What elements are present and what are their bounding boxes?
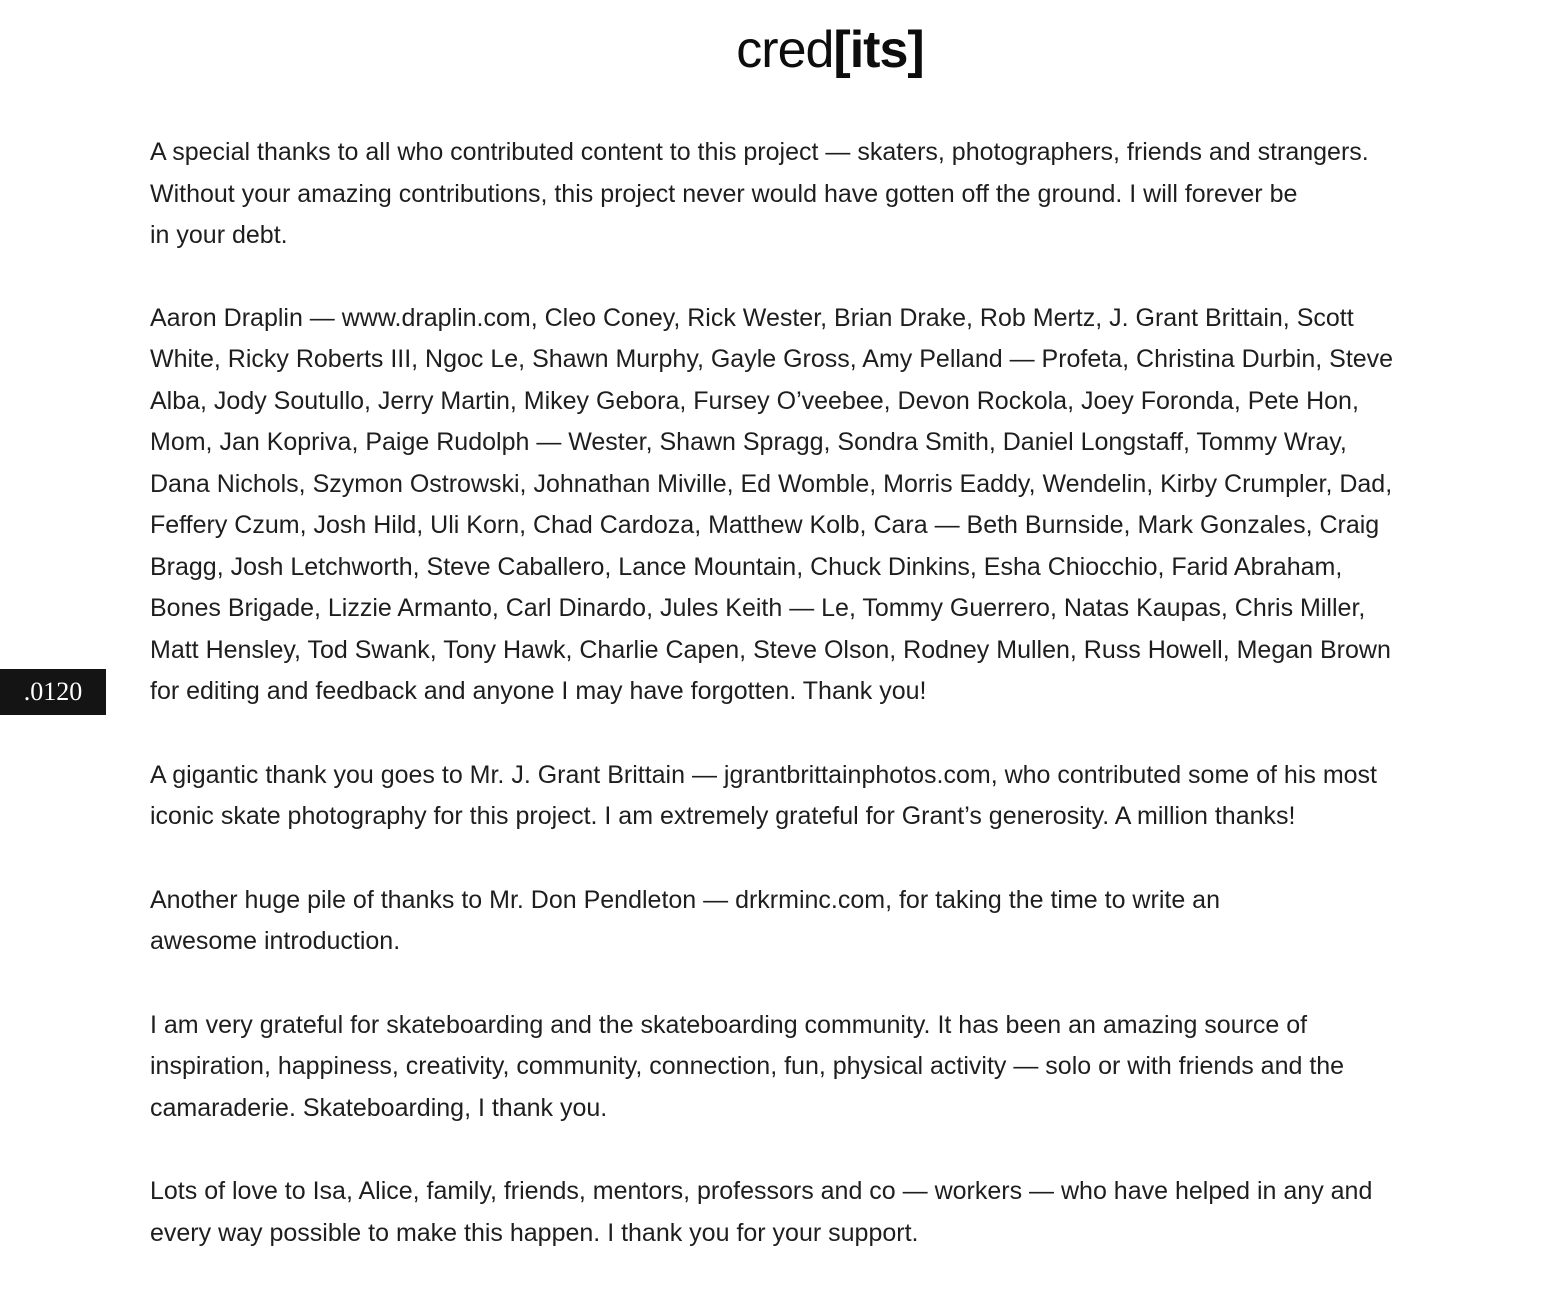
text-line: camaraderie. Skateboarding, I thank you. [150, 1093, 608, 1122]
text-line: Matt Hensley, Tod Swank, Tony Hawk, Charlie Capen, Steve Olson, Rodney Mullen, Russ Howell, Megan Brown [150, 635, 1391, 664]
page-number-badge: .0120 [0, 669, 106, 715]
text-line: I am very grateful for skateboarding and the skateboarding community. It has been an amazing source of [150, 1010, 1308, 1039]
skateboarding-paragraph [150, 1005, 1510, 1130]
text-line: Feffery Czum, Josh Hild, Uli Korn, Chad Cardoza, Matthew Kolb, Cara — Beth Burnside, Mark Gonzales, Craig [150, 511, 1380, 539]
text-line: Mom, Jan Kopriva, Paige Rudolph — Wester, Shawn Spragg, Sondra Smith, Daniel Longstaff, Tommy Wray, [150, 428, 1347, 456]
text-line: awesome introduction. [150, 927, 401, 955]
page-title [0, 18, 1560, 82]
text-line: every way possible to make this happen. I thank you for your support. [150, 1218, 919, 1247]
credits-body [150, 132, 1510, 1254]
text-line: White, Ricky Roberts III, Ngoc Le, Shawn Murphy, Gayle Gross, Amy Pelland — Profeta, Christina Durbin, Steve [150, 345, 1394, 373]
text-line: iconic skate photography for this project. I am extremely grateful for Grant’s generosity. A million thanks! [150, 802, 1296, 830]
text-line: Another huge pile of thanks to Mr. Don Pendleton — drkrminc.com, for taking the time to write an [150, 885, 1220, 914]
text-line: A gigantic thank you goes to Mr. J. Grant Brittain — jgrantbrittainphotos.com, who contributed some of his most [150, 760, 1377, 789]
title-bold: [its] [833, 21, 924, 79]
title-light: cred [736, 21, 834, 79]
text-line: Aaron Draplin — www.draplin.com, Cleo Coney, Rick Wester, Brian Drake, Rob Mertz, J. Grant Brittain, Scott [150, 303, 1354, 332]
text-line: Without your amazing contributions, this project never would have gotten off the ground. I will forever be [150, 179, 1298, 208]
text-line: Bragg, Josh Letchworth, Steve Caballero, Lance Mountain, Chuck Dinkins, Esha Chiocchio, Farid Abraham, [150, 552, 1343, 581]
don-paragraph [150, 880, 1510, 963]
grant-paragraph [150, 755, 1510, 838]
love-paragraph [150, 1171, 1510, 1254]
text-line: Lots of love to Isa, Alice, family, friends, mentors, professors and co — workers — who have helped in any and [150, 1177, 1373, 1205]
text-line: in your debt. [150, 221, 288, 249]
text-line: Alba, Jody Soutullo, Jerry Martin, Mikey Gebora, Fursey O’veebee, Devon Rockola, Joey Foronda, Pete Hon, [150, 386, 1359, 415]
text-line: Dana Nichols, Szymon Ostrowski, Johnathan Miville, Ed Womble, Morris Eaddy, Wendelin, Kirby Crumpler, Dad, [150, 469, 1393, 498]
text-line: Bones Brigade, Lizzie Armanto, Carl Dinardo, Jules Keith — Le, Tommy Guerrero, Natas Kaupas, Chris Miller, [150, 594, 1366, 622]
text-line: for editing and feedback and anyone I may have forgotten. Thank you! [150, 677, 927, 705]
intro-paragraph [150, 132, 1510, 257]
text-line: A special thanks to all who contributed content to this project — skaters, photographers, friends and strangers. [150, 138, 1369, 166]
contributors-paragraph [150, 298, 1510, 713]
text-line: inspiration, happiness, creativity, community, connection, fun, physical activity — solo or with friends and the [150, 1052, 1345, 1080]
